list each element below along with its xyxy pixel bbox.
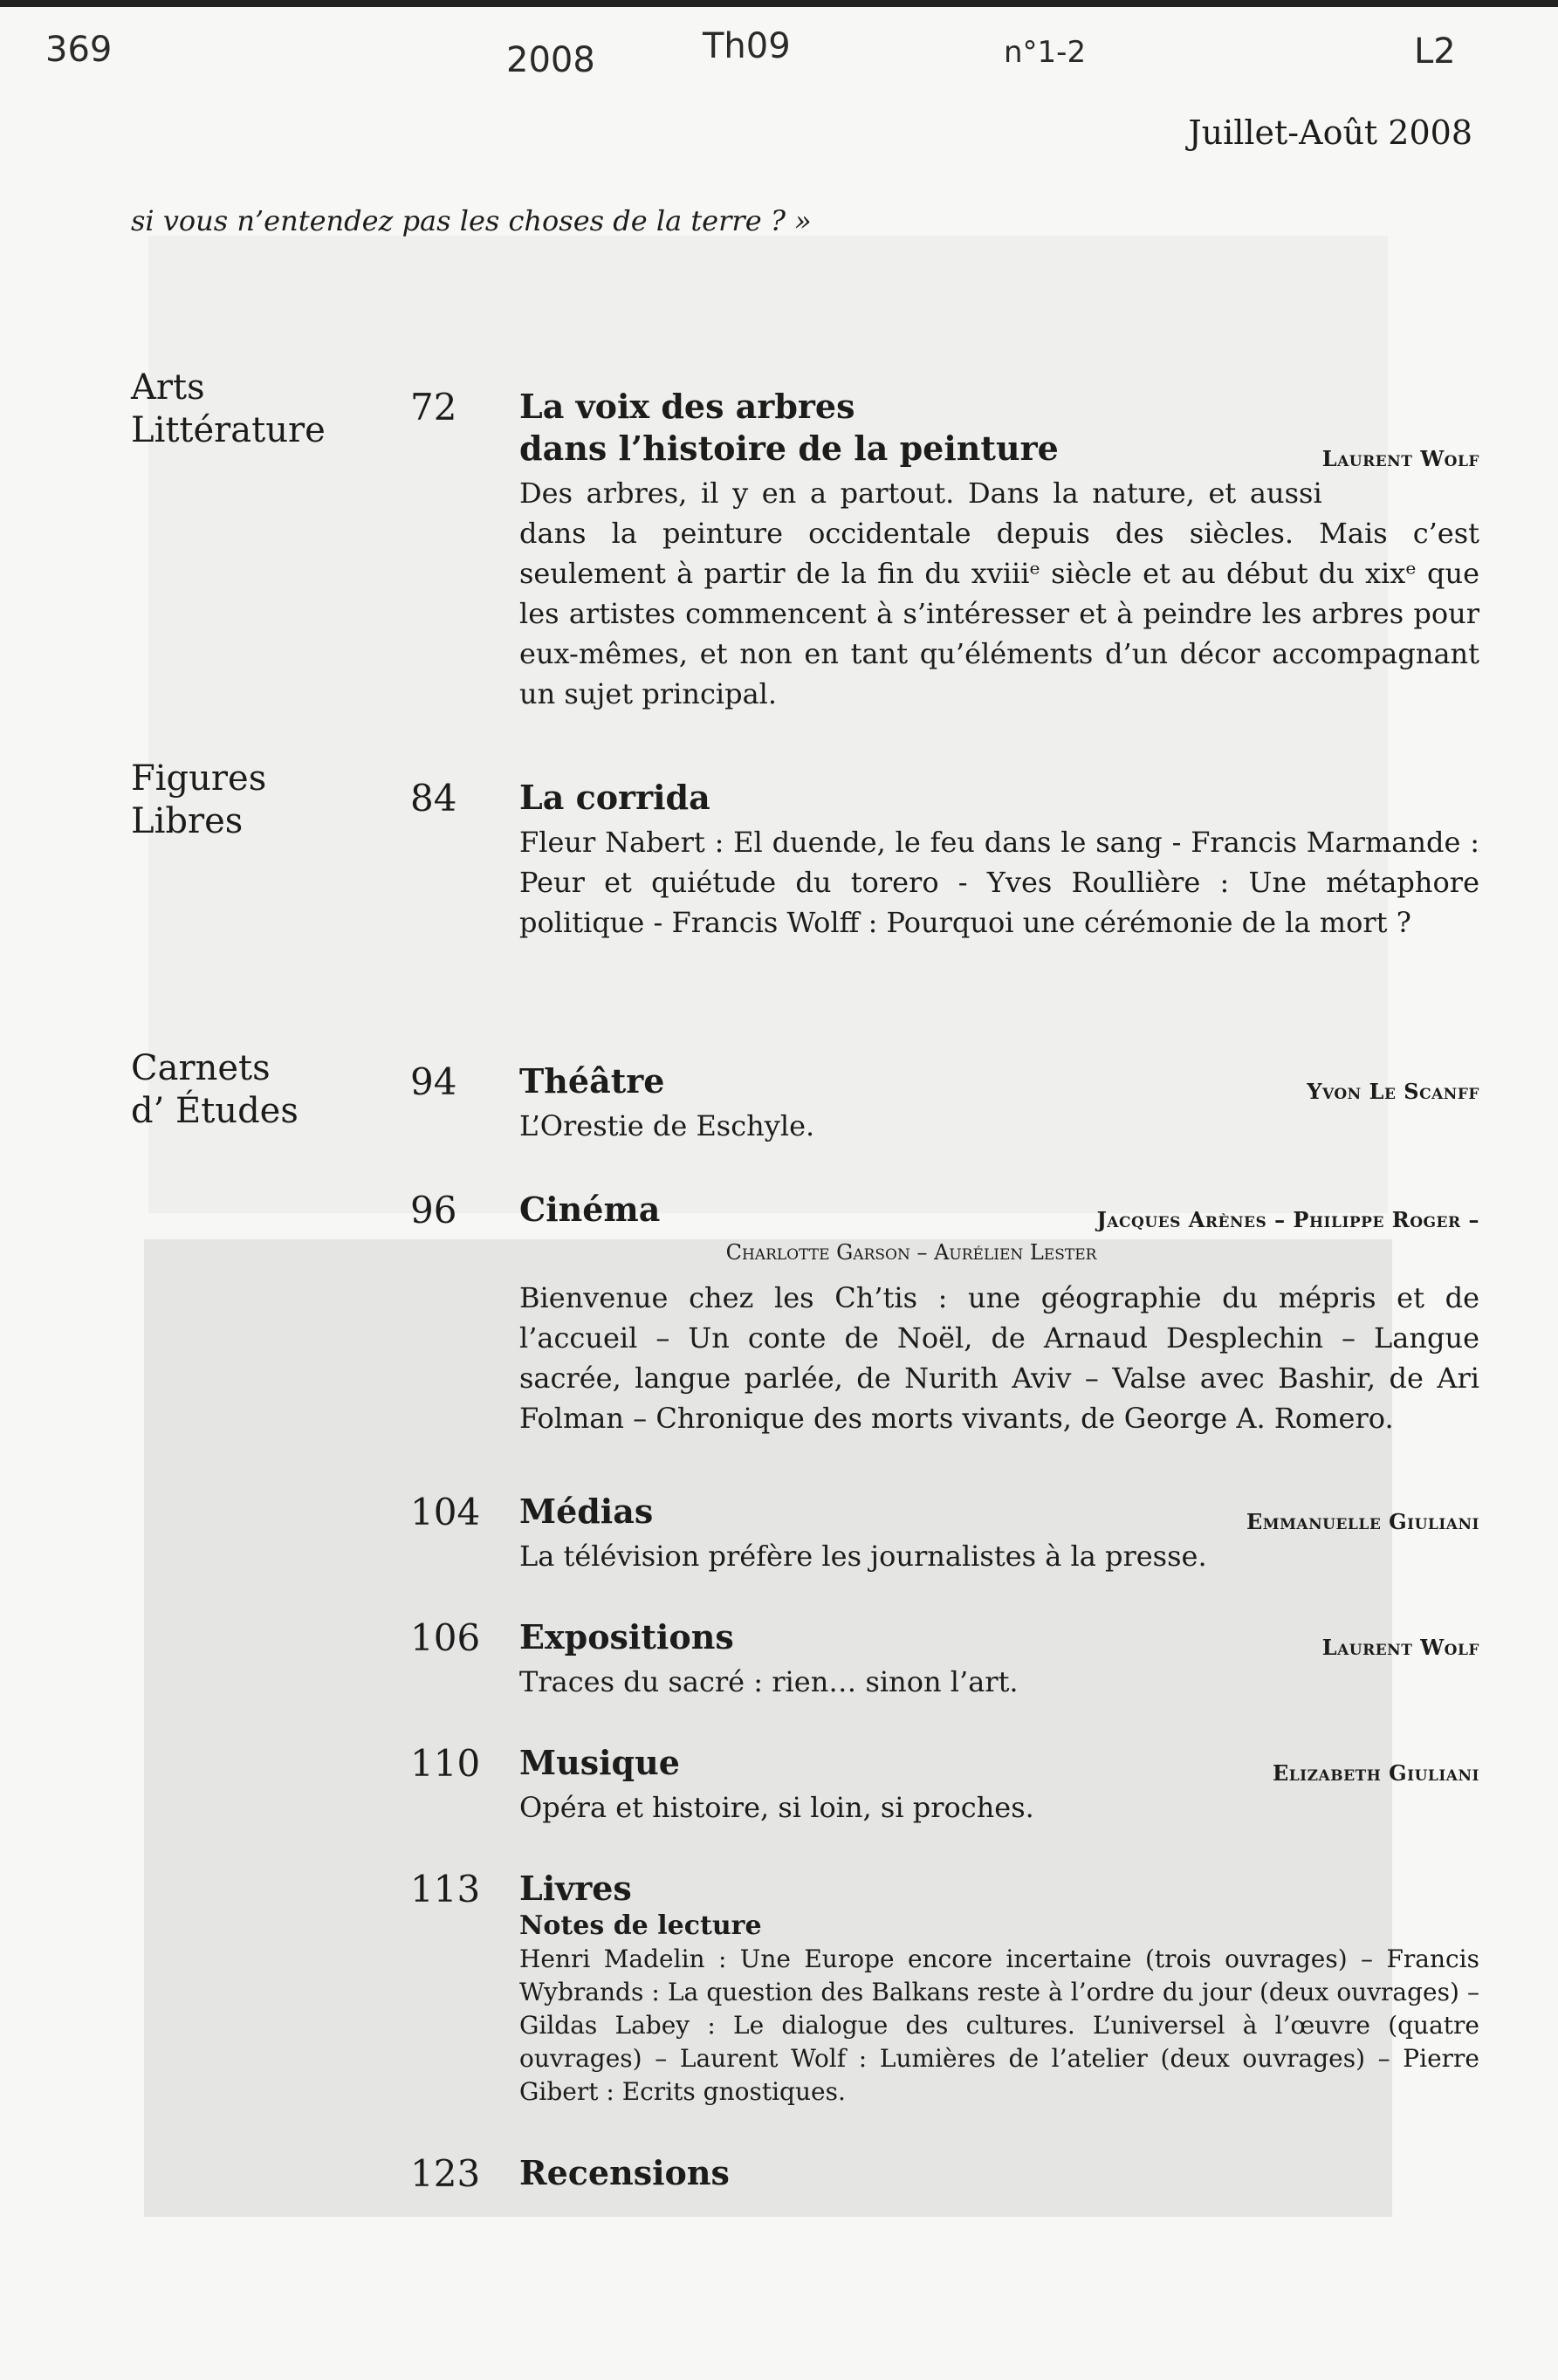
entry-author: Laurent Wolf [1321,446,1479,471]
entry-subtitle: Notes de lecture [519,1910,762,1941]
entry-musique [410,1742,1479,1828]
section-line-2: Littérature [131,409,326,450]
entry-title-row [519,1742,1479,1784]
entry-expositions [410,1616,1479,1702]
page-number: 104 [410,1491,481,1533]
entry-title: Recensions [519,2153,730,2192]
entry-title-row [519,1616,1479,1658]
handwritten-code: Th09 [703,26,791,66]
entry-author-line-2: Charlotte Garson – Aurélien Lester [725,1240,1097,1265]
section-line-2: d’ Études [131,1090,299,1131]
section-line-1: Arts [131,367,205,408]
entry-theatre [410,1060,1479,1146]
entry-title: Médias [519,1492,654,1531]
entry-author: Laurent Wolf [1321,1635,1479,1660]
page-number: 72 [410,386,457,429]
page-number: 84 [410,777,457,820]
handwritten-year: 2008 [506,40,595,80]
entry-author: Yvon Le Scanff [1307,1079,1479,1104]
entry-medias [410,1491,1479,1576]
page-number: 94 [410,1060,457,1103]
entry-title: Théâtre [519,1061,665,1101]
section-line-1: Figures [131,758,267,799]
entry-author: Elizabeth Giuliani [1272,1760,1479,1786]
entry-title: Livres [519,1869,632,1908]
entry-title: La voix des arbres [519,387,855,426]
page-number: 113 [410,1868,481,1910]
section-carnets-etudes [131,1047,299,1133]
entry-description: La télévision préfère les journalistes à la presse. [519,1540,1207,1573]
entry-title-row [519,1060,1479,1102]
entry-description: L’Orestie de Eschyle. [519,1109,815,1142]
entry-author: Emmanuelle Giuliani [1246,1509,1479,1534]
section-arts-litterature [131,367,326,452]
entry-title-row [519,1491,1479,1533]
entry-description: Bienvenue chez les Ch’tis : une géographie du mépris et de l’accueil – Un conte de Noël, de Arnaud Desplechin – Langue sacrée, langue parlée, de Nurith Aviv – Valse avec Bashir, de Ari Folman – Chronique des morts vivants, de George A. Romero. [519,1281,1479,1435]
entry-title-cont [519,428,1479,470]
handwritten-number: 369 [45,30,113,70]
handwritten-mark: L2 [1414,31,1456,72]
entry-arbres [410,386,1479,714]
scan-border [0,0,1558,7]
entry-title: Expositions [519,1617,734,1656]
entry-description: Traces du sacré : rien… sinon l’art. [519,1665,1019,1698]
page-number: 106 [410,1616,481,1659]
page-number: 123 [410,2152,481,2195]
entry-title: La corrida [519,778,710,817]
page-number: 110 [410,1742,481,1785]
closing-quote: si vous n’entendez pas les choses de la terre ? » [131,204,812,237]
entry-recensions [410,2152,1479,2194]
entry-title: Musique [519,1743,680,1782]
entry-title-line-2: dans l’histoire de la peinture [519,429,1059,468]
entry-livres [410,1868,1479,2109]
issue-date: Juillet-Août 2008 [1188,113,1472,152]
entry-author-line-1: Jacques Arènes – Philippe Roger – [1096,1207,1479,1232]
entry-corrida [410,777,1479,943]
page-number: 96 [410,1189,457,1231]
entry-title: Cinéma [519,1190,661,1229]
entry-description: Henri Madelin : Une Europe encore incertaine (trois ouvrages) – Francis Wybrands : La question des Balkans reste à l’ordre du jour (deux ouvrages) – Gildas Labey : Le dialogue des cultures. L’universel à l’œuvre (quatre ouvrages) – Laurent Wolf : Lumières de l’atelier (deux ouvrages) – Pierre Gibert : Ecrits gnostiques. [519,1944,1479,2106]
entry-description: Opéra et histoire, si loin, si proches. [519,1791,1034,1824]
entry-title-row [519,1189,1479,1231]
section-line-1: Carnets [131,1048,271,1088]
handwritten-issue: n°1-2 [1004,35,1087,70]
section-line-2: Libres [131,800,244,841]
section-figures-libres [131,758,266,843]
entry-description: Fleur Nabert : El duende, le feu dans le sang - Francis Marmande : Peur et quiétude du torero - Yves Roullière : Une métaphore politique - Francis Wolff : Pourquoi une cérémonie de la mort ? [519,826,1479,939]
entry-cinema [410,1189,1479,1438]
entry-description: Des arbres, il y en a partout. Dans la nature, et aussi dans la peinture occidentale depuis des siècles. Mais c’est seulement à partir de la fin du xviiiᵉ siècle et au début du xixᵉ que les artistes commencent à s’intéresser et à peindre les arbres pour eux-mêmes, et non en tant qu’éléments d’un décor accompagnant un sujet principal. [519,477,1479,710]
